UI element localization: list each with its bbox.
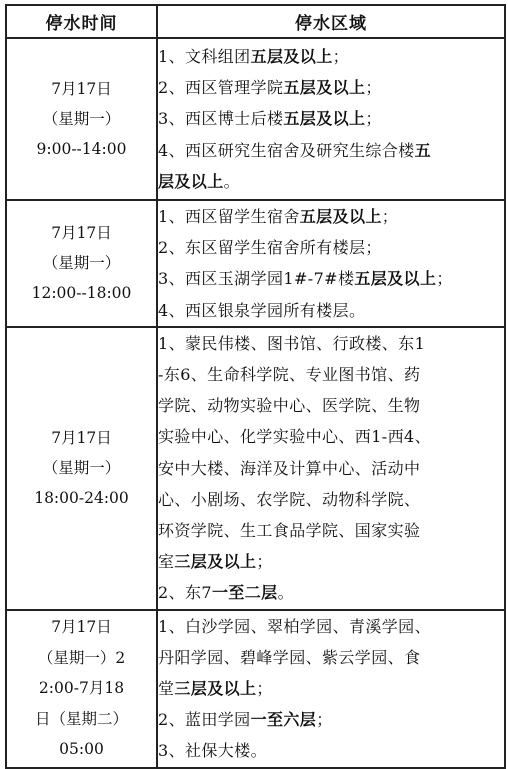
- table-row: [6, 38, 505, 200]
- area-text: 3、社保大楼。: [158, 741, 267, 761]
- area-text: ；: [381, 207, 399, 226]
- area-text: 。: [223, 171, 241, 191]
- area-text: 安中大楼、海洋及计算中心、活动中: [158, 458, 421, 478]
- floor-range-emphasis: 三层及以上: [174, 679, 257, 699]
- area-line: [158, 135, 504, 166]
- area-line: [158, 201, 504, 232]
- area-line: [158, 515, 504, 546]
- area-text: 2、蓝田学园: [158, 710, 251, 730]
- area-text: ；: [256, 552, 273, 572]
- area-line: [158, 453, 504, 484]
- area-line: [158, 328, 504, 359]
- table-row: [6, 200, 505, 327]
- time-line: （星期一）: [42, 459, 121, 478]
- time-line: （星期一）2: [37, 648, 126, 667]
- area-line: [158, 611, 504, 642]
- area-text: 1、文科组团: [158, 46, 251, 66]
- area-line: [158, 232, 504, 263]
- time-line: 12:00--18:00: [31, 284, 132, 303]
- time-line: （星期一）: [42, 254, 121, 273]
- area-text: 。: [277, 583, 294, 603]
- area-line: [158, 673, 504, 704]
- floor-range-emphasis: 层及以上: [158, 171, 224, 191]
- time-line: 7月17日: [51, 618, 112, 637]
- time-line: （星期一）: [42, 110, 121, 128]
- area-text: 3、西区博士后楼: [158, 109, 284, 129]
- area-text: 实验中心、化学实验中心、西1-西4、: [158, 427, 431, 447]
- time-line: 7月17日: [51, 80, 112, 98]
- floor-range-emphasis: 五层及以上: [283, 78, 366, 98]
- time-cell: [6, 327, 157, 610]
- area-line: [158, 41, 504, 72]
- area-line: [158, 72, 504, 103]
- area-text: 1、白沙学园、翠柏学园、青溪学园、: [158, 616, 431, 636]
- header-time: 停水时间: [6, 5, 157, 38]
- header-area: 停水区域: [157, 5, 505, 38]
- area-text: ；: [256, 679, 273, 699]
- area-line: [158, 704, 504, 735]
- area-text: ；: [332, 46, 350, 66]
- area-text: 4、西区银泉学园所有楼层。: [158, 300, 366, 320]
- area-cell: [157, 327, 505, 610]
- area-text: 2、东区留学生宿舍所有楼层；: [158, 238, 382, 258]
- area-text: ；: [365, 109, 382, 129]
- area-text: 2、西区管理学院: [158, 78, 284, 98]
- floor-range-emphasis: 五层及以上: [299, 207, 382, 226]
- floor-range-emphasis: 一至六层: [250, 710, 317, 730]
- area-text: -东6、生命科学院、专业图书馆、药: [158, 365, 421, 385]
- area-text: 丹阳学园、碧峰学园、紫云学园、食: [158, 647, 421, 667]
- area-line: [158, 421, 504, 452]
- table-row: [6, 327, 505, 610]
- area-line: [158, 359, 504, 390]
- floor-range-emphasis: 一至二层: [211, 583, 278, 603]
- area-text: ；: [365, 78, 382, 98]
- time-line: 2:00-7月18: [38, 679, 125, 698]
- floor-range-emphasis: 三层及以上: [174, 552, 257, 572]
- area-line: [158, 390, 504, 421]
- time-cell: [6, 38, 157, 200]
- area-text: 心、小剧场、农学院、动物科学院、: [158, 489, 421, 509]
- area-cell: [157, 610, 505, 768]
- water-outage-table: [5, 4, 506, 769]
- time-line: 9:00--14:00: [36, 140, 127, 158]
- area-line: [158, 546, 504, 577]
- floor-range-emphasis: 五层及以上: [250, 46, 333, 66]
- area-text: ；: [316, 710, 333, 730]
- area-text: 室: [158, 552, 175, 572]
- area-text: 3、西区玉湖学园1#-7#楼: [158, 269, 355, 289]
- area-text: 2、东7: [158, 583, 212, 603]
- area-text: 4、西区研究生宿舍及研究生综合楼: [158, 140, 415, 160]
- area-text: 学院、动物实验中心、医学院、生物: [158, 396, 421, 416]
- floor-range-emphasis: 五层及以上: [283, 109, 366, 129]
- area-text: 1、西区留学生宿舍: [158, 207, 300, 226]
- table-row: [6, 610, 505, 768]
- time-line: 7月17日: [51, 429, 112, 448]
- area-cell: [157, 200, 505, 327]
- time-line: 7月17日: [51, 224, 112, 243]
- floor-range-emphasis: 五: [414, 140, 431, 160]
- area-line: [158, 166, 504, 197]
- area-cell: [157, 38, 505, 200]
- area-text: 堂: [158, 679, 175, 699]
- time-line: 05:00: [59, 740, 104, 759]
- time-cell: [6, 200, 157, 327]
- time-line: 18:00-24:00: [34, 489, 129, 508]
- header-row: [6, 5, 505, 38]
- floor-range-emphasis: 五层及以上: [354, 269, 437, 289]
- time-line: 日（星期二）: [34, 709, 128, 728]
- area-line: [158, 642, 504, 673]
- area-line: [158, 484, 504, 515]
- area-text: 环资学院、生工食品学院、国家实验: [158, 521, 421, 541]
- area-line: [158, 263, 504, 294]
- area-text: 1、蒙民伟楼、图书馆、行政楼、东1: [158, 333, 426, 353]
- area-line: [158, 103, 504, 134]
- time-cell: [6, 610, 157, 768]
- area-text: ；: [436, 269, 453, 289]
- area-line: [158, 295, 504, 326]
- area-line: [158, 577, 504, 608]
